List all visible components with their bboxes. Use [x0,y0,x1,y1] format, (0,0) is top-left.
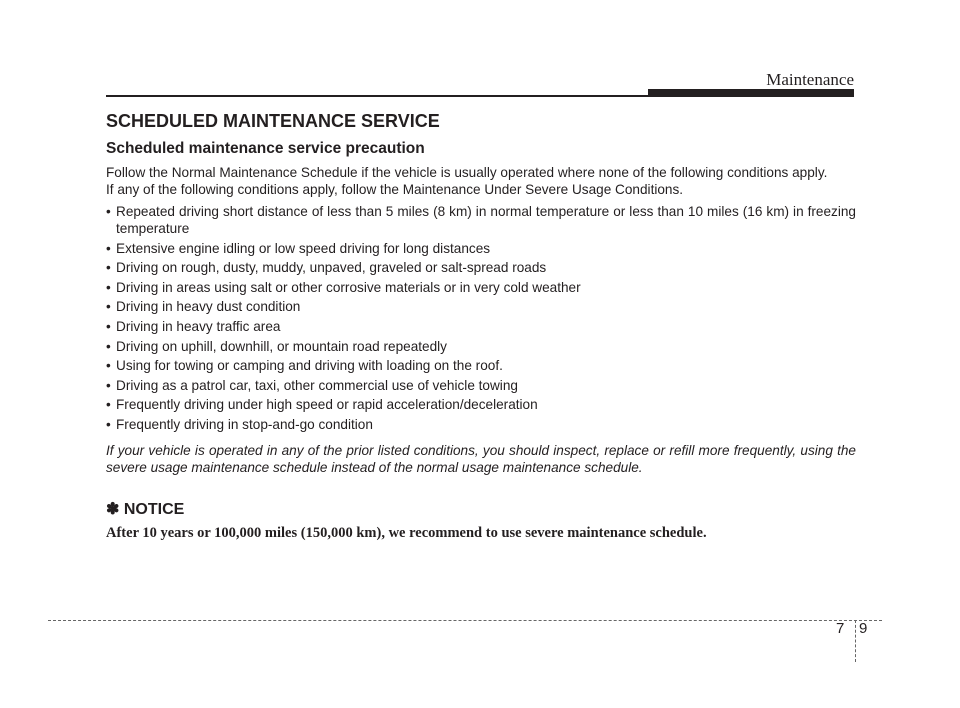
list-item-text: Using for towing or camping and driving with loading on the roof. [116,358,503,374]
header-section-title: Maintenance [766,70,854,89]
bullet-icon: • [106,260,111,276]
list-item [106,357,856,374]
notice-text: After 10 years or 100,000 miles (150,000 km), we recommend to use severe maintenance schedule. [106,524,707,541]
list-item [106,279,856,296]
page-number: 9 [859,620,868,637]
list-item [106,318,856,335]
list-item-text: Driving on rough, dusty, muddy, unpaved, graveled or salt-spread roads [116,260,547,276]
footer-rule [48,620,882,621]
bullet-icon: • [106,416,111,432]
list-item-text: Repeated driving short distance of less than 5 miles (8 km) in normal temperature or less than 10 miles (16 km) in freezing temperature [116,204,856,236]
list-item-text: Frequently driving under high speed or rapid acceleration/deceleration [116,397,538,413]
bullet-icon: • [106,240,111,256]
bullet-icon: • [106,358,111,374]
header-rule-accent [648,89,854,97]
list-item-text: Driving as a patrol car, taxi, other commercial use of vehicle towing [116,377,518,393]
list-item [106,203,856,237]
bullet-icon: • [106,397,111,413]
list-item-text: Driving on uphill, downhill, or mountain road repeatedly [116,338,447,354]
conditions-list [106,203,856,433]
list-item-text: Driving in heavy dust condition [116,299,301,315]
intro-line-1: Follow the Normal Maintenance Schedule if the vehicle is usually operated where none of the following conditions apply. [106,165,828,180]
list-item [106,240,856,257]
list-item [106,396,856,413]
intro-line-2: If any of the following conditions apply, follow the Maintenance Under Severe Usage Conditions. [106,182,684,197]
bullet-icon: • [106,377,111,393]
main-content [106,110,856,542]
bullet-icon: • [106,204,111,219]
list-item [106,338,856,355]
header-rule [106,95,648,97]
page-number-divider [855,620,856,662]
list-item-text: Driving in heavy traffic area [116,318,281,334]
list-item [106,259,856,276]
list-item-text: Frequently driving in stop-and-go condition [116,416,373,432]
bullet-icon: • [106,299,111,315]
bullet-icon: • [106,318,111,334]
list-item [106,377,856,394]
section-subtitle: Scheduled maintenance service precaution [106,140,425,157]
list-item-text: Driving in areas using salt or other corrosive materials or in very cold weather [116,279,581,295]
intro-paragraph [106,164,856,198]
bullet-icon: • [106,279,111,295]
bullet-icon: • [106,338,111,354]
list-item-text: Extensive engine idling or low speed driving for long distances [116,240,491,256]
list-item [106,416,856,433]
notice-title: ✽ NOTICE [106,500,185,518]
chapter-number: 7 [836,620,845,637]
list-item [106,298,856,315]
severe-usage-note: If your vehicle is operated in any of the prior listed conditions, you should inspect, replace or refill more frequently, using the severe usage maintenance schedule instead of the normal usage maintenance schedule. [106,442,856,475]
section-title: SCHEDULED MAINTENANCE SERVICE [106,111,440,131]
